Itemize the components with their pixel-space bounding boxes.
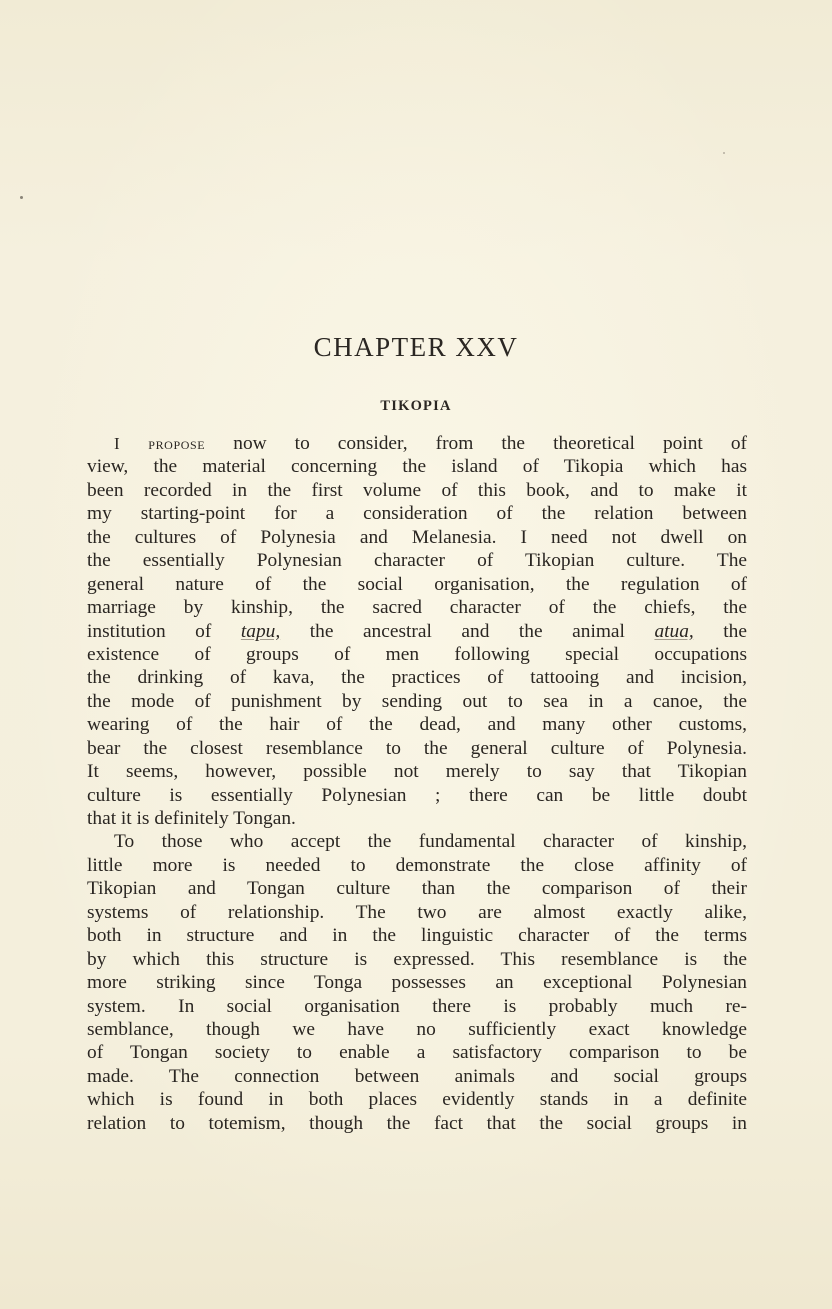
line-text: the ancestral and the animal	[280, 620, 655, 642]
text-line: marriage by kinship, the sacred character of the chiefs, the	[87, 597, 747, 619]
text-line: semblance, though we have no sufficiently exact knowledge	[87, 1018, 747, 1040]
text-line: It seems, however, possible not merely to say that Tikopian	[87, 761, 747, 783]
opening-words: I propose	[114, 434, 206, 453]
text-line: both in structure and in the linguistic character of the terms	[87, 925, 747, 947]
text-line: view, the material concerning the island of Tikopia which has	[87, 456, 747, 478]
text-line: Tikopian and Tongan culture than the comparison of their	[87, 878, 747, 900]
text-line: general nature of the social organisation, the regulation of	[87, 573, 747, 595]
text-line: little more is needed to demonstrate the close affinity of	[87, 854, 747, 876]
text-line: systems of relationship. The two are almost exactly alike,	[87, 901, 747, 923]
text-line: the mode of punishment by sending out to sea in a canoe, the	[87, 690, 747, 712]
text-line: by which this structure is expressed. This resemblance is the	[87, 948, 747, 970]
text-line: the drinking of kava, the practices of tattooing and incision,	[87, 667, 747, 689]
section-title: TIKOPIA	[380, 398, 452, 414]
text-line: wearing of the hair of the dead, and many other customs,	[87, 714, 747, 736]
chapter-title: CHAPTER XXV	[313, 332, 519, 362]
text-line: To those who accept the fundamental character of kinship,	[114, 831, 747, 853]
text-line: which is found in both places evidently stands in a definite	[87, 1089, 747, 1111]
text-line	[87, 432, 747, 455]
page-speck	[723, 152, 725, 154]
text-line: the cultures of Polynesia and Melanesia. I need not dwell on	[87, 526, 747, 548]
page-speck	[20, 196, 23, 199]
text-line: bear the closest resemblance to the general culture of Polynesia.	[87, 737, 747, 759]
text-line	[87, 620, 747, 643]
text-line: of Tongan society to enable a satisfactory comparison to be	[87, 1042, 747, 1064]
text-line: my starting-point for a consideration of the relation between	[87, 503, 747, 525]
text-line: been recorded in the first volume of this book, and to make it	[87, 479, 747, 501]
text-line: that it is definitely Tongan.	[87, 808, 296, 829]
term-atua: atua,	[654, 620, 694, 642]
text-line: more striking since Tonga possesses an exceptional Polynesian	[87, 972, 747, 994]
line-text: now to consider, from the theoretical point of	[205, 433, 747, 454]
text-line: system. In social organisation there is probably much re-	[87, 995, 747, 1017]
term-tapu: tapu,	[240, 620, 281, 642]
text-line: culture is essentially Polynesian ; there can be little doubt	[87, 784, 747, 806]
line-text: the	[693, 620, 747, 642]
text-line: made. The connection between animals and social groups	[87, 1065, 747, 1087]
text-line: relation to totemism, though the fact that the social groups in	[87, 1112, 747, 1134]
body-text	[87, 432, 747, 1135]
text-line: existence of groups of men following special occupations	[87, 643, 747, 665]
line-text: institution of	[87, 620, 241, 642]
text-line: the essentially Polynesian character of Tikopian culture. The	[87, 550, 747, 572]
